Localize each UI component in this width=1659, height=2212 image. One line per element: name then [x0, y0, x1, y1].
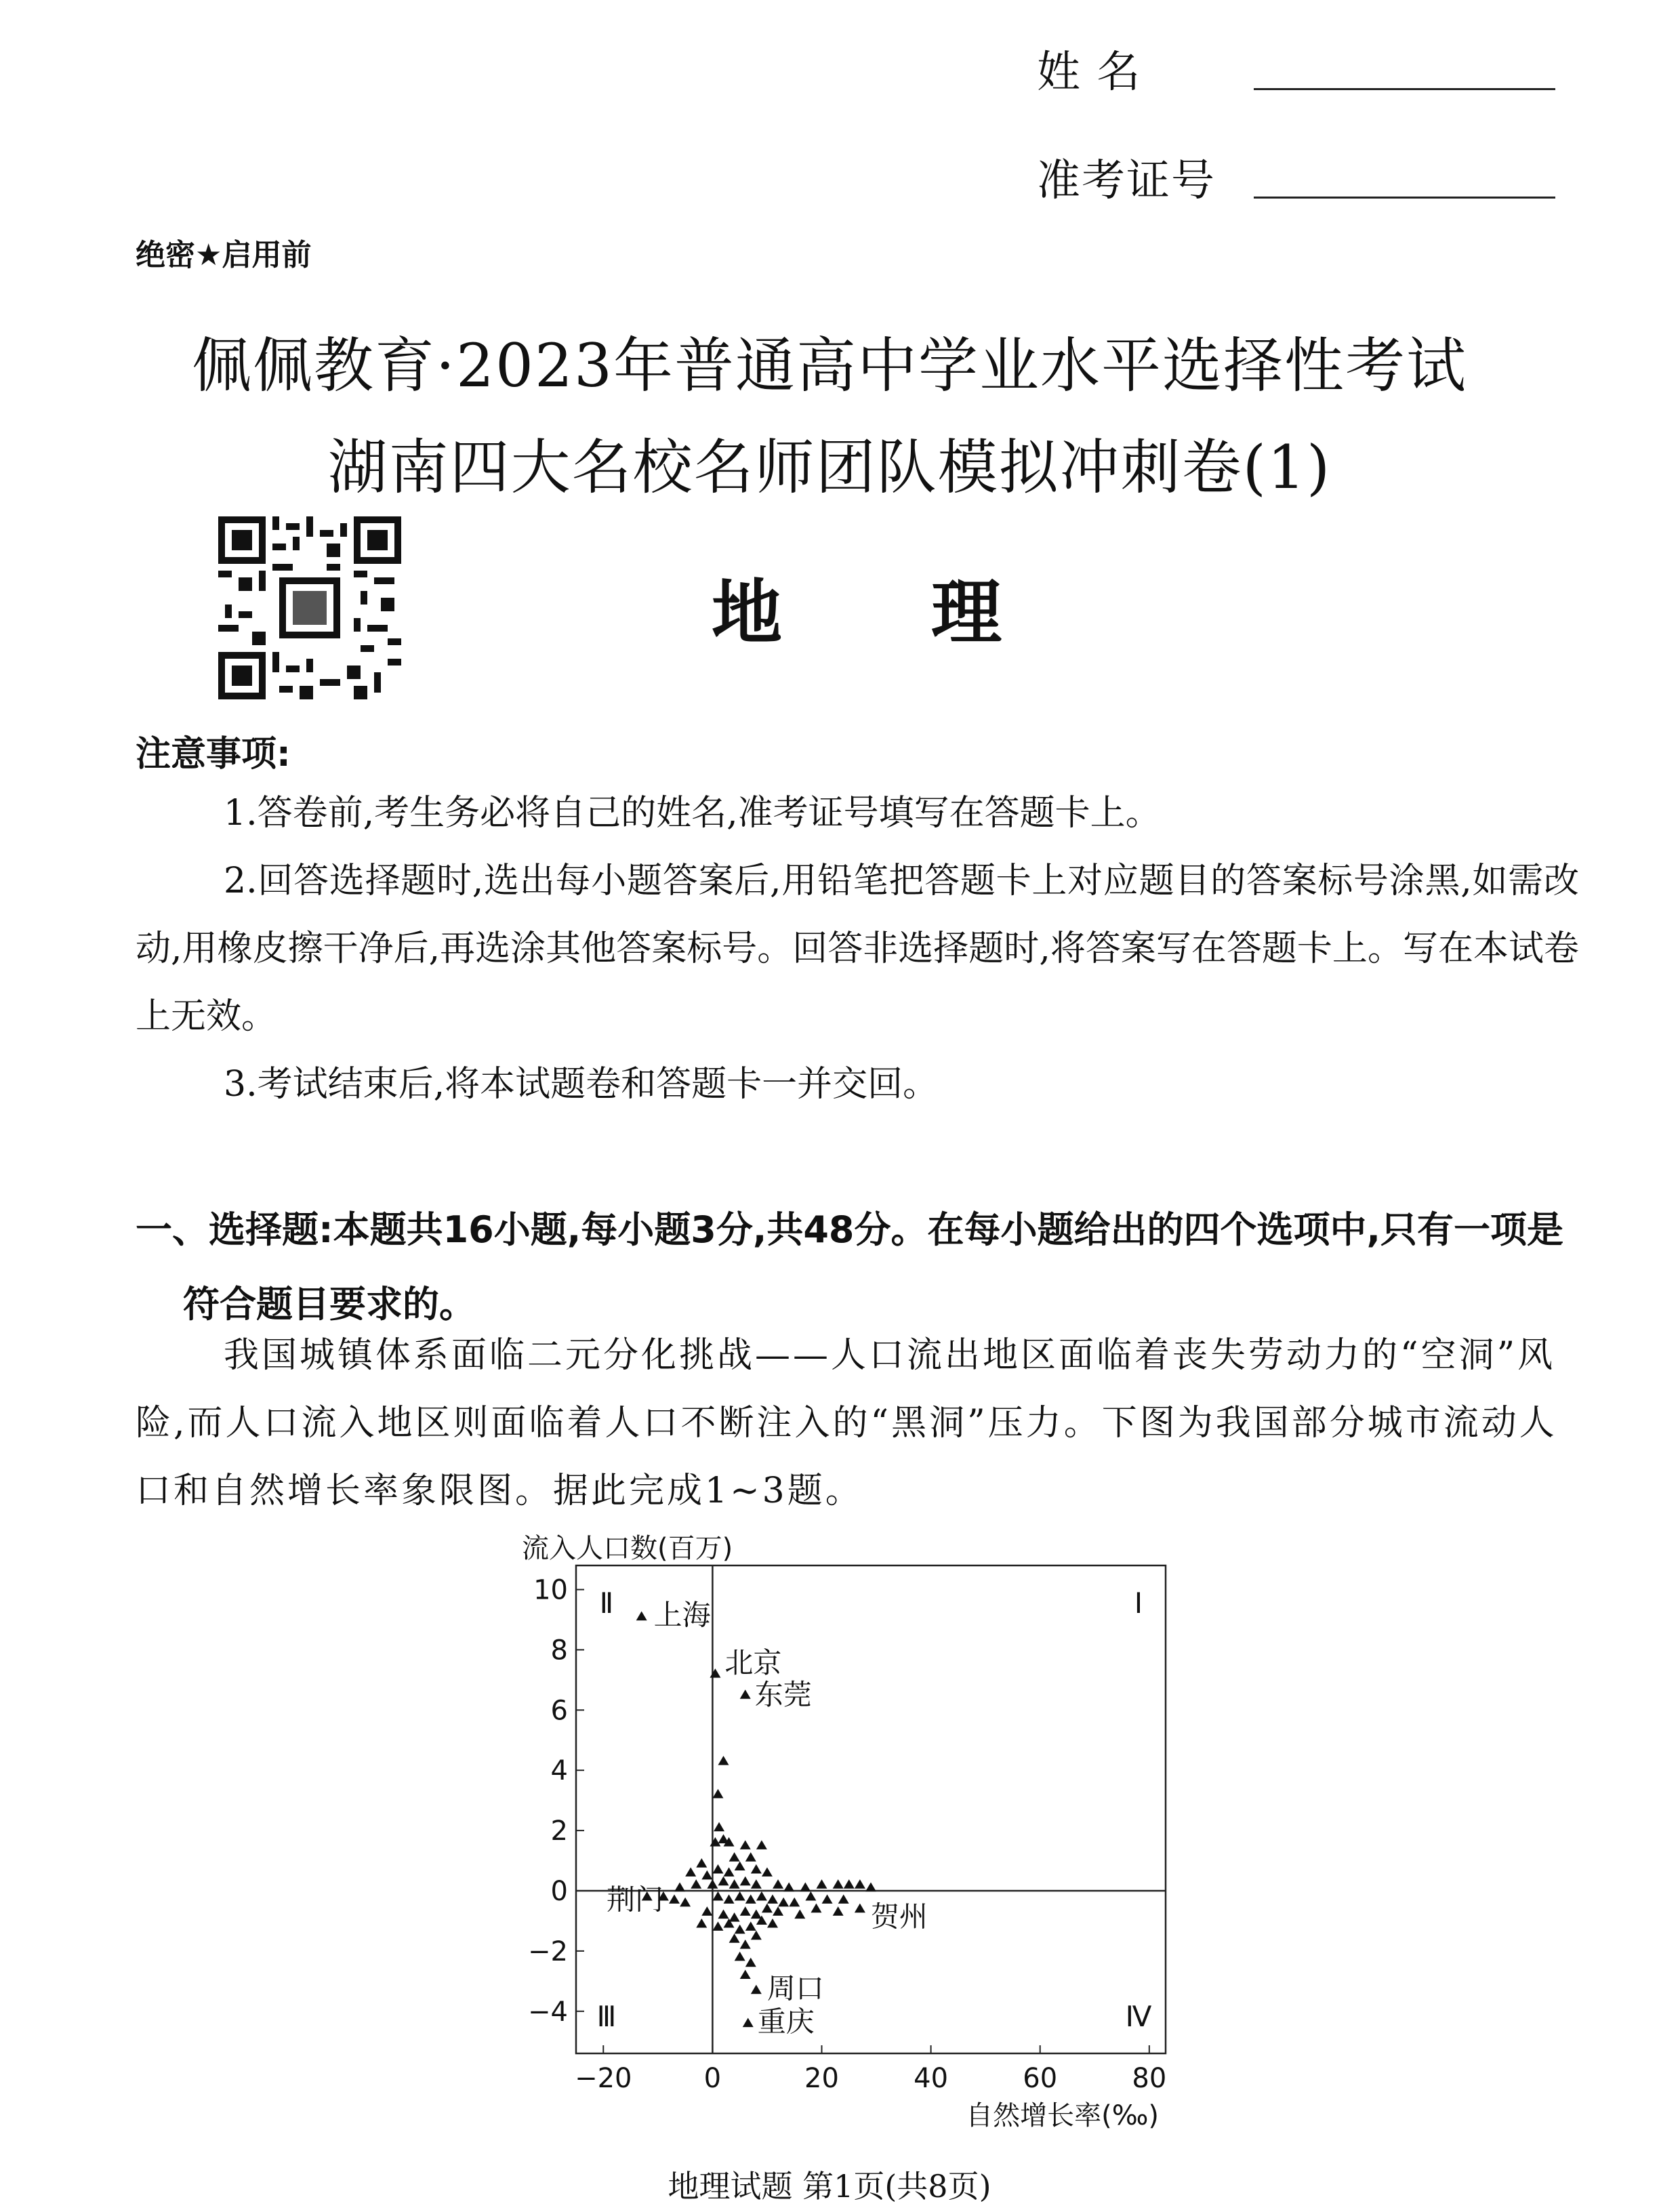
quadrant-label: Ⅳ — [1125, 2000, 1152, 2033]
city-point — [669, 1894, 680, 1904]
data-point — [800, 1883, 811, 1892]
city-label: 北京 — [724, 1646, 782, 1679]
data-point — [718, 1756, 729, 1765]
data-point — [680, 1898, 691, 1907]
data-point — [729, 1852, 740, 1862]
data-point — [735, 1891, 745, 1901]
name-label: 姓 名 — [1037, 47, 1142, 98]
data-point — [735, 1861, 745, 1870]
data-point — [811, 1904, 821, 1913]
data-point — [712, 1891, 723, 1901]
page-footer: 地理试题 第1页(共8页) — [668, 2168, 991, 2205]
notice-heading: 注意事项: — [136, 734, 291, 775]
data-point — [833, 1879, 844, 1889]
data-point — [767, 1919, 778, 1928]
data-point — [718, 1877, 729, 1886]
data-point — [865, 1883, 876, 1892]
city-label: 贺州 — [870, 1900, 928, 1933]
data-point — [735, 1952, 745, 1961]
x-tick-label: 80 — [1132, 2063, 1167, 2094]
data-point — [729, 1912, 740, 1922]
y-tick-label: 0 — [550, 1876, 568, 1907]
data-point — [729, 1879, 740, 1889]
data-point — [745, 1921, 756, 1931]
data-point — [822, 1894, 833, 1904]
data-point — [767, 1894, 778, 1904]
city-point — [751, 1985, 762, 1994]
y-tick-label: 6 — [550, 1695, 568, 1727]
data-point — [707, 1879, 718, 1889]
chart-frame — [576, 1565, 1166, 2053]
name-field[interactable] — [1254, 88, 1555, 90]
data-point — [691, 1879, 701, 1889]
notice-item-3: 3.考试结束后,将本试题卷和答题卡一并交回。 — [224, 1064, 939, 1105]
x-tick-label: 40 — [914, 2063, 949, 2094]
section-heading-text: 一、选择题:本题共16小题,每小题3分,共48分。在每小题给出的四个选项中,只有一项是符合题目要求的。 — [136, 1208, 1563, 1326]
data-point — [714, 1822, 724, 1832]
quadrant-label: Ⅲ — [596, 2000, 617, 2033]
city-point — [740, 1689, 751, 1699]
data-point — [762, 1904, 773, 1913]
exam-title: 佩佩教育·2023年普通高中学业水平选择性考试 — [192, 331, 1467, 401]
data-point — [844, 1879, 855, 1889]
data-point — [740, 1877, 751, 1886]
y-tick-label: 10 — [533, 1574, 568, 1606]
y-tick-label: 2 — [550, 1816, 568, 1847]
data-point — [740, 1906, 751, 1916]
data-point — [712, 1921, 723, 1931]
data-point — [712, 1789, 723, 1799]
data-point — [701, 1906, 712, 1916]
question-intro: 我国城镇体系面临二元分化挑战——人口流出地区面临着丧失劳动力的“空洞”风险,而人口流入地区则面临着人口不断注入的“黑洞”压力。下图为我国部分城市流动人口和自然增长率象限图。据此完成1~3题。 — [136, 1335, 1557, 1511]
data-point — [751, 1864, 762, 1874]
data-point — [718, 1910, 729, 1919]
x-tick-label: 60 — [1023, 2063, 1058, 2094]
data-point — [783, 1883, 794, 1892]
x-axis-label: 自然增长率(‰) — [966, 2100, 1159, 2131]
data-point — [751, 1910, 762, 1919]
y-tick-label: −2 — [528, 1936, 568, 1967]
city-point — [710, 1668, 720, 1678]
data-point — [833, 1906, 844, 1916]
data-point — [712, 1864, 723, 1874]
quadrant-label: Ⅰ — [1134, 1586, 1143, 1620]
data-point — [756, 1891, 767, 1901]
exam-subtitle: 湖南四大名校名师团队模拟冲刺卷(1) — [327, 432, 1332, 502]
notice-item-1: 1.答卷前,考生务必将自己的姓名,准考证号填写在答题卡上。 — [224, 793, 1161, 834]
x-tick-label: −20 — [575, 2063, 632, 2094]
data-point — [745, 1958, 756, 1967]
data-point — [838, 1894, 849, 1904]
data-point — [789, 1898, 800, 1907]
data-point — [729, 1933, 740, 1943]
data-point — [745, 1894, 756, 1904]
data-point — [756, 1840, 767, 1849]
data-point — [740, 1940, 751, 1949]
subject-title: 地理 — [712, 571, 1151, 654]
y-tick-label: 8 — [550, 1635, 568, 1666]
y-axis-label: 流入人口数(百万) — [522, 1533, 733, 1564]
exam-id-field[interactable] — [1254, 197, 1555, 199]
quadrant-label: Ⅱ — [599, 1586, 614, 1620]
y-tick-label: 4 — [550, 1755, 568, 1787]
confidential-mark: 绝密★启用前 — [136, 238, 312, 272]
data-point — [817, 1879, 827, 1889]
section-heading — [136, 1193, 1579, 1342]
data-point — [701, 1870, 712, 1880]
city-point — [743, 2018, 754, 2028]
city-label: 上海 — [653, 1598, 711, 1632]
city-label: 荆门 — [606, 1883, 663, 1917]
data-point — [805, 1891, 816, 1901]
notice-item-2: 2.回答选择题时,选出每小题答案后,用铅笔把答题卡上对应题目的答案标号涂黑,如需改动,用橡皮擦干净后,再选涂其他答案标号。回答非选择题时,将答案写在答题卡上。写在本试卷上无效。 — [136, 861, 1579, 1037]
data-point — [740, 1969, 751, 1979]
data-point — [735, 1925, 745, 1934]
data-point — [751, 1931, 762, 1940]
city-label: 周口 — [766, 1971, 824, 2005]
data-point — [724, 1894, 735, 1904]
qr-code-icon — [218, 516, 401, 699]
x-tick-label: 20 — [804, 2063, 839, 2094]
data-point — [745, 1852, 756, 1862]
data-point — [762, 1867, 773, 1877]
city-label: 东莞 — [754, 1678, 812, 1712]
data-point — [724, 1867, 735, 1877]
data-point — [740, 1840, 751, 1849]
data-point — [773, 1879, 783, 1889]
city-point — [636, 1612, 647, 1621]
city-point — [855, 1904, 865, 1913]
y-tick-label: −4 — [528, 1996, 568, 2028]
data-point — [674, 1883, 685, 1892]
data-point — [773, 1906, 783, 1916]
data-point — [696, 1858, 707, 1868]
data-point — [855, 1879, 865, 1889]
data-point — [751, 1879, 762, 1889]
scatter-chart — [515, 1532, 1193, 2135]
data-point — [685, 1867, 696, 1877]
data-point — [696, 1919, 707, 1928]
exam-id-label: 准考证号 — [1037, 156, 1216, 206]
data-point — [794, 1910, 805, 1919]
x-tick-label: 0 — [703, 2063, 722, 2094]
city-label: 重庆 — [757, 2005, 815, 2039]
data-point — [778, 1898, 789, 1907]
